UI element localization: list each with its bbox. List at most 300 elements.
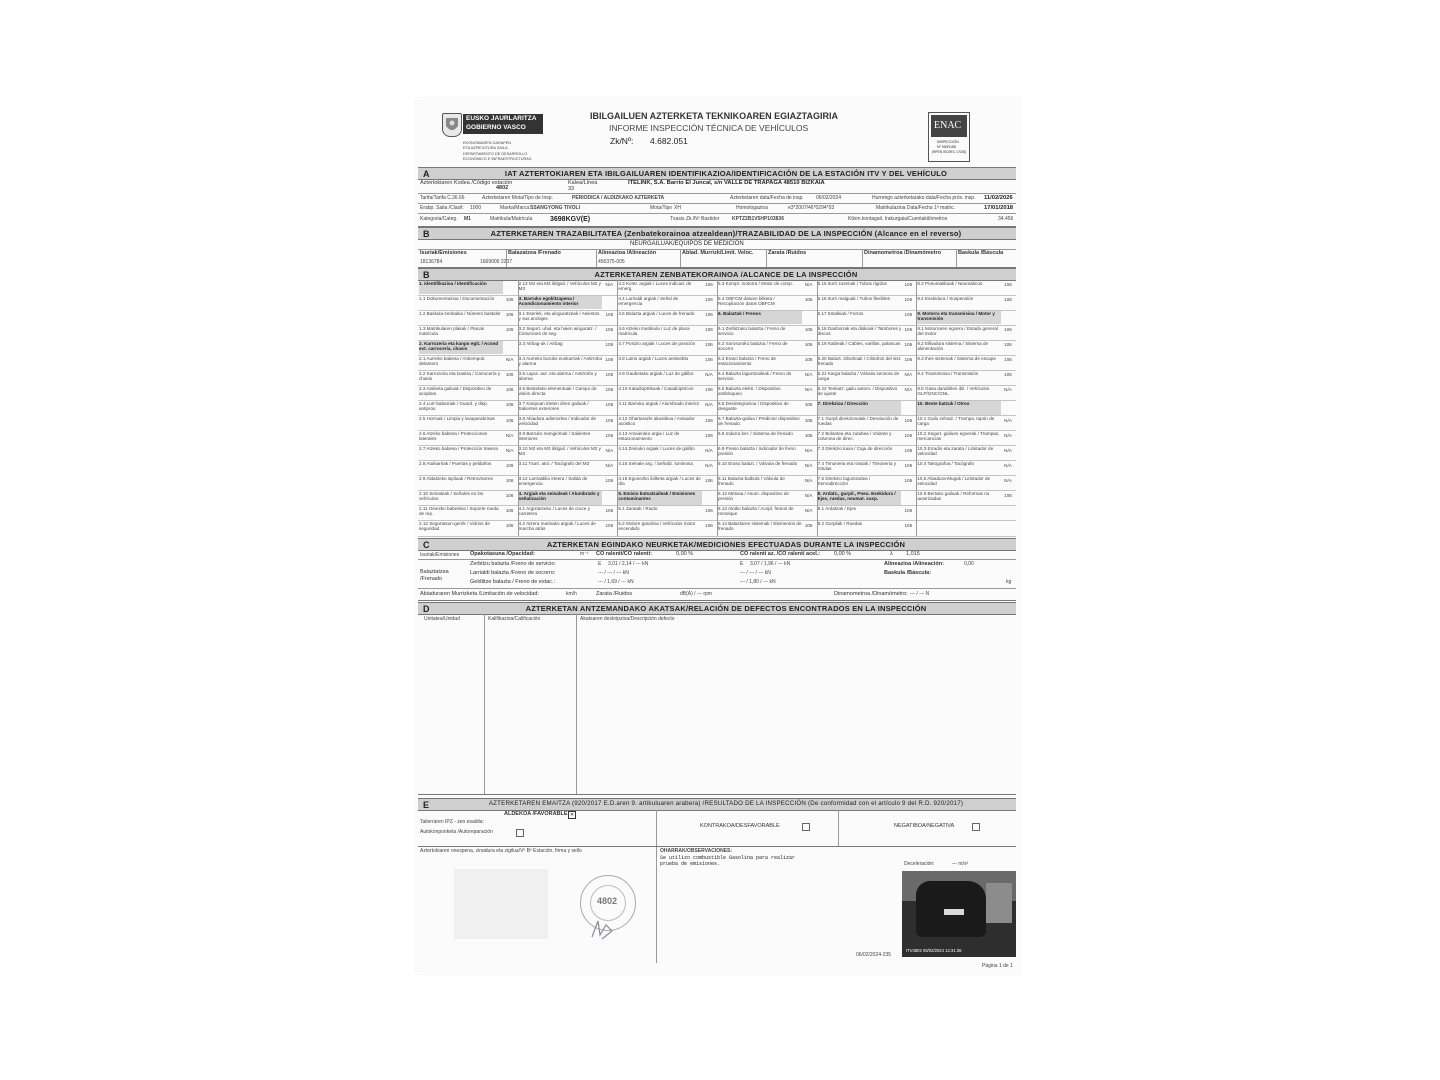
scope-item-result: N/A [804,387,813,393]
scope-item: 7.2 Bolantea eta zutabea / Volante y columna de direc. [817,431,892,442]
scope-item: 9. Motorra eta transmisioa / Motor y transmisión [917,311,1001,325]
scope-item: 5.4 OBFCM datuen bilketa / Recopilación datos OBFCM [718,295,775,306]
equipment-speed-limit: Ablad. Murrizk/Limit. Veloc. [682,250,754,256]
scope-item: 6.16 Iturri malguak / Tubos flexibles [817,295,890,301]
scope-item-result: N/A [705,462,713,468]
parking-brake-e1: --- / 1,69 / --- kN [598,579,634,585]
speed-limit-unit: km/h [566,591,577,597]
scope-item: 9.5 Gasa darabilten ibil. / Vehículos GLP/GNC/GNL [917,385,990,396]
enac-subtitle-1: INSPECCIÓN [937,140,959,144]
scope-item-result: 106 [505,417,514,423]
scope-item-result: N/A [1004,387,1012,393]
scope-item: 6.8 Indarra ber. / Sistema de frenado [718,431,793,437]
scope-item-result: N/A [1004,417,1012,423]
deceleration-label: Deceleración: [904,861,935,867]
scope-item: 3.9 Barruko mengirimak / Salientes interiores [518,431,591,442]
section-b2-title: AZTERKETAREN ZENBATEKORAINOA /ALCANCE DE LA INSPECCIÓN [594,270,858,279]
scope-item-result: 106 [505,372,514,378]
scope-item [917,521,1001,535]
scope-item: 2.7 Atzeko babesa / Protección trasera [419,446,498,452]
scope-item-result: 106 [705,432,713,438]
brand-label: Marka/Marca [500,205,530,211]
brand-value: SSANGYONG TIVOLI [530,205,581,211]
scope-item: 2.13 M2 eta M3 ibilgail. / Vehículos M2 y M3 [518,280,601,291]
section-b1-body [418,239,1016,268]
scope-item: 3.7 Kanpoan irteten diren gailuak / Salientes exteriores [518,400,589,411]
scope-item-result: 106 [904,342,913,348]
scope-item-result: 106 [505,297,514,303]
scope-item-result: 106 [705,522,713,528]
section-c-title: AZTERKETAN EGINDAKO NEURKETAK/MEDICIONES EFECTUADAS DURANTE LA INSPECCIÓN [546,540,906,549]
scope-item: 6.4 Balazta laguntzaileak / Freno de servicio [718,370,792,381]
station-name: ITELINK, S.A. Barrio El Juncal, s/n VALLE DE TRAPAGA 48510 BIZKAIA [628,180,825,186]
scope-item: 1.3 Matrikularen plakak / Placas matrícula [419,325,485,336]
parking-brake-label: Geldiitze balazta / Freno de estac.: [470,579,555,585]
negative-checkbox[interactable] [972,823,980,831]
scope-item: 4.12 Ohartarazle akustikoa / Avisador acústico [618,416,695,427]
scope-item: 3.5 Lapur. aur. eta alarma / Antirrobo y alarma [518,370,597,381]
stamp-number: 4802 [597,896,618,906]
line-value: 33 [568,186,575,192]
homologation-value: e3*2007/46*0294*03 [788,205,835,211]
scope-item: 8.3 Pneumatikoak / Neumáticos [917,280,983,286]
observations-label: OHARRAK/OBSERVACIONES: [660,848,733,854]
category-label: Kategoria/Categ. [420,216,458,222]
scope-item-result: 106 [505,387,514,393]
scope-row-divider [916,536,1016,537]
scope-item: 10.3 Erradio eta zarata / Limitador de velocidad [917,446,994,457]
scope-item-result: 106 [804,297,813,303]
scope-item-result: 106 [705,477,713,483]
scope-item-result: N/A [804,282,813,287]
scope-item-result: 106 [605,312,614,318]
scope-item: 10.1 Gailu zehatz. / Trampa, tapón de carga [917,416,995,427]
station-code-label: Aztertokiaren Kodea /Código estación [420,180,513,186]
scope-item: 2.2 Karrozeria eta txasisa / Carrocería y chasis [419,370,501,381]
scope-item: 6.10 Eraso balazt. / Válvula de frenado [718,461,798,467]
scope-item: 6.15 Iturri zuzenak / Tubos rígidos [817,280,887,286]
scope-item-result: N/A [1004,477,1012,483]
scope-item: 7.3 Direkzio kaxa / Caja de dirección [817,446,893,452]
scope-item: 7.5 Direkzio laguntzailea / Servodirección [817,476,871,487]
scope-item-result: N/A [605,462,614,468]
defects-table [418,614,1016,795]
scope-item: 3.6 Bestelako elementuak / Campo de visión directa [518,385,597,396]
basque-government-logo [442,113,462,137]
scope-item: 4.3 Kontr. argiak / Luces indicad. de emerg. [618,280,692,291]
speed-limit-label: Abiaduraren Murrizketa /Limitación de velocidad: [420,591,539,597]
unfavorable-checkbox[interactable] [802,823,810,831]
scope-item: 2.5 Hormak / Limpia y lavaparabrisas [419,416,495,422]
scope-item: 9.2 Elikadura sistema / Sistema de alimentación [917,340,989,351]
service-brake-e2: 3,07 / 1,96 / --- kN [750,561,791,567]
lambda-value: 1,015 [906,551,920,557]
scope-item: 5. Emisio kutsatzaileak / Emisiones contaminantes [618,491,702,505]
co-idle-label: CO ralenti/CO ralentí: [596,551,652,557]
scope-item: 6.19 Kableak / Cables, varillas, palancas [817,340,901,346]
scope-item: 4.8 Laino argiak / Luces antiniebla [618,355,689,361]
scope-item: 3.11 Txart. atoi. / Tacógrafo del M3 [518,461,590,467]
inspection-scope-grid [418,280,1016,536]
scope-item-result: 106 [705,312,713,318]
scope-column-divider [916,280,917,536]
lambda-label: λ [890,551,893,557]
scope-row-divider [617,536,717,537]
scope-column-divider [518,280,519,536]
scope-item-result: 106 [904,477,913,483]
favorable-label: ALDEKOA /FAVORABLE [504,811,568,817]
service-brake-label: Zerbitzu balazta /Freno de servicio: [470,561,556,567]
scope-item: 9.4 Transmisioa / Transmisión [917,370,979,376]
scope-item-result: 106 [1004,282,1012,287]
auto-repair-label: Autokonponketa /Autoreparación [420,829,493,835]
scope-item-result: 106 [904,357,913,363]
section-a-title: IAT AZTERTOKIAREN ETA IBILGAILUAREN IDENTIFIKAZIOA/IDENTIFICACIÓN DE LA ESTACIÓN ITV Y DEL VEHÍCULO [504,169,948,178]
scope-item: 3.2 Segurt. uhal. eta haien ainguratz. / Cinturones de seg. [518,325,597,336]
deceleration-value: --- m/s² [952,861,969,867]
scope-item: 2.3 Atoiketa gailuak / Dispositivo de acoplam. [419,385,492,396]
scope-item: 6.20 Balazt. zilindroak / Cilindros del sist. frenado [817,355,902,366]
scope-item-result: N/A [605,447,614,453]
enac-subtitle-2: Nº 99/EI158 [937,145,956,149]
scope-item: 4.16 Egunezko ibilketa argiak / Luces de día [618,476,701,487]
model-label: Mota/Tipo [650,205,673,211]
defects-col-description: Akatsaren deskripzioa/Descripción defecto [580,616,675,622]
scope-item: 8.1 Ardatzak / Ejes [817,506,856,512]
enac-logo [931,115,967,137]
scope-item: 6.18 Danborrak eta diskoak / Tambores y discos [817,325,902,336]
noise-unit: dB(A) / --- rpm [680,591,712,597]
scope-item: 6. Balaztak / Frenos [718,311,802,325]
scope-item: 4.6 Atzeko matrikula / Luz de placa matrícula [618,325,690,336]
scope-item: 4.13 Amaierako argia / Luz de estacionamiento [618,431,680,442]
scope-item: 2.4 Lurr-babarriak / Guard. y disp. antiprov. [419,400,488,411]
signature-scribble-icon [588,917,618,941]
scope-item-result: 106 [804,327,813,333]
report-number: 4.682.051 [650,136,688,146]
scope-item: 9.3 Ihes sistemak / Sistema de escape [917,355,996,361]
scope-item-result: 106 [505,477,514,483]
header [416,98,1020,166]
km-label: Kilom.kontagail. Irakurgaia/Cuentakilómetros [848,216,948,222]
scope-item-result: 106 [705,282,713,287]
department-line-4: ECONÓMICO E INFRAESTRUCTURAS [463,157,532,161]
scope-item: 6.5 Balazta elektr. / Dispositivo antibloqueo [718,385,781,396]
signature-area [418,847,1016,963]
unfavorable-label: KONTRAKOA/DESFAVORABLE [700,823,780,829]
scope-item-result: 106 [904,282,913,287]
scope-item: 2.6 Atzeko babesa / Protecciones laterales [419,431,488,442]
equipment-brakes: Balazatzea /Frenado [508,250,561,256]
scope-item-result: 106 [605,387,614,393]
scope-row-divider [817,536,917,537]
line-label: Kalea/Línea [568,180,598,186]
scope-item: 6.11 Balazta-balbula / Válvula de frenado [718,476,785,487]
emergency-brake-e1: --- / --- / --- kN [598,570,629,576]
scope-item-result: 106 [1004,372,1012,378]
scope-item-result: N/A [705,402,713,408]
scope-item: 2.10 Seinaleak / Señales en los vehículos [419,491,484,502]
section-e-title: AZTERKETAREN EMAITZA (920/2017 E.D.aren 9. artikuluaren arabera) /RESULTADO DE LA INSPECCIÓN (De conformidad con el artículo 9 del R.D. 920/2017) [488,800,964,807]
noise-label: Zarata /Ruidos [596,591,633,597]
scope-item-result: N/A [804,492,813,498]
model-value: XH [674,205,681,211]
scope-item: 4.1 Argiztatzeko / Luces de cruce y carretera [518,506,590,517]
equipment-dyno: Dinamometroa /Dinamómetro [864,250,942,256]
observations-line-1: Se utilizo combustible Gasolina para realizar [660,855,796,861]
scope-item: 6.22 Tenkatz. gailu autom. / Dispositivo de ajuste [817,385,898,396]
km-value: 34.456 [998,216,1014,222]
scope-item-result: N/A [705,372,713,378]
registration-label: Matrikulazioa Data/Fecha 1ª matric. [876,205,956,211]
scope-item-result: 106 [505,462,514,468]
scope-item-result: N/A [804,372,813,378]
scope-item-result: 106 [605,432,614,438]
next-date: 11/02/2026 [984,195,1013,201]
scope-item-result: N/A [804,462,813,468]
scope-item-result: N/A [705,447,713,453]
vin-value: KPTZ2B1V5HP103836 [732,216,784,222]
scope-item: 5.2 Motore gasolina / Vehículos motor encendido [618,521,696,532]
scope-item-result: 106 [505,492,514,498]
section-b1-title: AZTERKETAREN TRAZABILITATEA (Zenbatekorainoa atzealdean)/TRAZABILIDAD DE LA INSPECCIÓN (Alcance en el reverso) [490,229,962,238]
scope-item-result: 106 [904,522,913,528]
scope-item-result: 106 [605,327,614,333]
scope-item-result: 106 [1004,297,1012,303]
scope-item: 4.7 Posizio argiak / Luces de posición [618,340,696,346]
scope-item: 4.11 Barruko argiak / Alumbrado interior [618,400,700,406]
co-idle-value: 0,00 % [676,551,694,557]
scope-item: 8.4 Esekidura / Suspensión [917,295,974,301]
scope-item: 4. Argiak eta seinaleak / Alumbrado y señalización [519,491,603,505]
scope-column-divider [617,280,618,536]
inspection-type-label: Azterketaren Mota/Tipo de Insp. [482,195,553,201]
scope-item-result: 106 [904,507,913,513]
scope-column-divider [817,280,818,536]
scope-item: 10.2 Segurt. gailuen egoerak / Trampas, mercancías [917,431,1000,442]
ipz-label: Tailerraren IPZ - zen esaldia: [420,819,484,825]
logo-text-block [463,114,543,134]
auto-repair-checkbox[interactable] [516,829,524,837]
scope-row-divider [717,536,817,537]
favorable-checkbox[interactable]: ✕ [569,812,575,818]
defects-col-unit: Unitatea/Unidad [424,616,460,622]
scope-item-result: 106 [605,402,614,408]
section-a-body [418,179,1016,227]
equipment-emissions: Isuriak/Emisiones [420,250,467,256]
scope-item: 1. Identifikazioa / Identificación [419,281,503,295]
scope-item: 8. Ardatz., gurpil., Pneu. Esekidura / Ejes, ruedas, neumat. susp. [818,491,902,505]
negative-label: NEGATIBOA/NEGATIVA [894,823,955,829]
title-basque: IBILGAILUEN AZTERKETA TEKNIKOAREN EGIAZTAGIRIA [590,111,838,121]
scope-item: 6.14 Balaztaren sistemak / Elementos de frenado [718,521,802,532]
scope-item-result: N/A [1004,432,1012,438]
equipment-alignment: Alineazioa /Alineación [598,250,657,256]
inspection-date: 06/02/2024 [816,195,842,201]
scope-item-result: 106 [505,312,514,318]
observations-line-2: prueba de emisiones. [660,861,721,867]
scope-item: 6.2 Sorosoroko balazta / Freno de socorro [718,340,788,351]
alignment-value: 0,00 [964,561,974,567]
scale-unit: kg [1006,579,1012,585]
scope-row-divider [418,536,518,537]
scope-item: 1.1 Dokumentazioa / Documentación [419,295,495,301]
scope-item: 4.4 Larrialdi argiak / Señal de emergencia [618,295,679,306]
inspection-report-page [416,98,1020,974]
scope-item-result: 106 [904,432,913,438]
section-e-letter: E [423,800,430,810]
scope-item: 3.4 Aurreko buruko euskarriak / Antirrobo y alarma [518,355,603,366]
scope-item-result: N/A [505,432,514,438]
dyno-label: Dinamometroa /Dinamómetro: [834,591,908,597]
scope-item: 2.12 Segurtasun-gerrik / Vidrios de seguridad [419,521,490,532]
department-line-3: DEPARTAMENTO DE DESARROLLO [463,152,528,156]
section-b1-letter: B [423,229,430,239]
scope-item: 2.9 Aldatzeko ispiluak / Retrovisores [419,476,493,482]
scope-item-result: 106 [505,507,514,513]
scope-item: 4.14 Zeinuko argiak / Luces de gálibo [618,446,695,452]
scope-item: 6.6 Desintegrazioa / Dispositivo de desgaste [718,400,789,411]
opacity-label: Opakotasuna /Opacidad: [470,551,535,557]
scope-item: 10. Beste batzuk / Otros [917,401,1001,415]
scope-item-result: 106 [705,327,713,333]
registration-date: 17/01/2018 [984,205,1014,211]
scope-item-result: 106 [505,327,514,333]
scope-item: 6.17 Estalkiak / Forros [817,310,864,316]
scope-item: 4.10 Katadioptrikoak / Catadióptricos [618,385,694,391]
section-e-body [418,810,1016,847]
title-spanish: INFORME INSPECCIÓN TÉCNICA DE VEHÍCULOS [609,123,809,133]
scope-item-result: 106 [605,417,614,423]
defects-col-rating: Kalifikazioa/Calificación [488,616,541,622]
section-d-title: AZTERKETAN ANTZEMANDAKO AKATSAK/RELACIÓN DE DEFECTOS ENCONTRADOS EN LA INSPECCIÓN [525,604,927,613]
scope-item: 4.9 Gaubetako argiak / Luz de gálibo [618,370,694,376]
scope-item: 4.2 Atzera martxako argiak / Luces de marcha atrás [518,521,596,532]
scope-item-result: N/A [605,282,614,287]
scope-item: 10.6 Bertako gailuak / Reformas no autorizadas [917,491,990,502]
scope-item-result: 106 [804,417,813,423]
logo-line-1: EUSKO JAURLARITZA [466,115,537,122]
scope-item-result: 106 [705,417,713,423]
opacity-unit: m⁻¹ [580,551,589,557]
plate-label: Matrikula/Matrícula [490,216,533,222]
scope-item: 6.7 Balazta-gailua / Predictor dispositivo de frenado [718,416,800,427]
scope-item: 3.10 M2 eta M3 ibilgail. / Vehículos M2 y M3 [518,446,601,457]
scope-item: 6.1 Zerbitzuko balazta / Freno de servicio [718,325,786,336]
scope-item-result: 106 [1004,492,1012,498]
inspection-type: PERIODICA / ALDIZKAKO AZTERKETA [572,195,665,201]
measurement-equipment-title: NEURGAILUAK/EQUIPOS DE MEDICIÓN [630,241,744,247]
scope-item-result: 106 [904,327,913,333]
scope-item-result: 106 [904,297,913,303]
signature-label: Aztertokiaren onespena, zinadura eta zigilua/Vº Bº Estación, firma y sello [420,848,582,854]
report-number-label: Zk/Nº: [610,136,634,146]
enac-logo-text: ENAC [934,120,962,131]
scope-item: 3. Barruko egokitzapena / Acondicionamiento interior [519,296,603,310]
equipment-brakes-id: 1669009 2237 [480,259,512,265]
scope-item: 10.4 Takografoa / Tacógrafo [917,461,975,467]
scope-item-result: 106 [605,342,614,348]
next-date-label: Hurrengo azterketarako data/Fecha próx. insp. [872,195,976,201]
service-label: Erabp. Saila /Clasif. [420,205,464,211]
scope-item-result: 106 [904,462,913,468]
alignment-label: Alineazioa /Alineación: [884,561,944,567]
section-a-letter: A [423,169,430,179]
service-brake-axle-e1: E [598,561,602,567]
vin-label: Txasis Zk./Nº Bastidor [670,216,720,222]
service-value: 1000 [470,205,482,211]
scope-item: 6.9 Presio balazta / Indicador de freno presión [718,446,796,457]
handwritten-signature [588,917,618,941]
scope-item: 7.4 Timoneria eta rotulak / Timonería y rótulas [817,461,897,472]
plate-value: 3698KGV(E) [550,216,591,223]
scope-item-result: N/A [1004,462,1012,468]
scope-item-result: N/A [804,447,813,453]
scope-item-result: 106 [804,342,813,348]
emissions-label: Isuriak/Emisiones [420,552,460,558]
scope-item: 7.1 Gurpil direkzionalak / Desviación de ruedas [817,416,899,427]
scope-item-result: 106 [804,357,813,363]
scope-item: 9.1 Motorraren egoera / Estado general del motor [917,325,998,336]
scope-item: 5.1 Zaratak / Ruido [618,506,658,512]
scope-item: 2.8 Atoikarriak / Puertas y peldaños [419,461,492,467]
scope-item-result: 106 [804,402,813,408]
scope-item: 8.2 Gurpilak / Ruedas [817,521,863,527]
co-accel-value: 0,00 % [834,551,852,557]
scope-item: 2.1 Aurreko babesa / Antiempotr. delantero [419,355,486,366]
tariff-label: Tarifa/Tarifa C. [420,195,453,201]
scope-item-result: 106 [1004,327,1012,333]
scope-item-result: 106 [904,417,913,423]
scope-item-result: N/A [1004,447,1012,453]
section-c-body [418,550,1016,601]
scope-item: 2. Karrozeria eta kanpo egit. / Acond ext. carrocería, chasis [419,341,503,355]
enac-badge [928,112,970,162]
scope-item: 3.1 Eserlek. eta ainguratzeak / Asientos y sus anclajes [518,310,600,321]
signature-redacted [454,869,548,939]
enac-subtitle-3: (RFEN ISO/IEC 17020) [932,150,967,154]
section-d-letter: D [423,604,430,614]
scope-item-result: 106 [804,522,813,528]
scope-item [917,506,1001,520]
scope-item-result: N/A [804,507,813,513]
scope-item: 2.11 Oinezko babeslea / Soporte rueda de rep. [419,506,499,517]
scope-item-result: 106 [605,372,614,378]
service-brake-axle-e2: E [740,561,744,567]
scope-item-result: 106 [605,507,614,513]
scope-item: 7. Direkzioa / Dirección [818,401,902,415]
homologation-label: Homologazioa [736,205,768,211]
scope-item-result: N/A [505,447,514,453]
category-value: M1 [464,216,471,222]
scope-item: 6.12 Metxaa / Asum. dispositivo de presión [718,491,789,502]
scope-item-result: 106 [605,477,614,483]
scope-item-result: N/A [505,357,514,363]
scope-item-result: N/A [804,477,813,483]
scope-item-result: 106 [705,507,713,513]
service-brake-e1: 3,01 / 2,14 / --- kN [608,561,649,567]
equipment-noise: Zarata /Ruidos [768,250,807,256]
scope-item: 3.12 Larrialdiko irteera / Salida de emergencia [518,476,588,487]
scope-item: 6.21 Karga balazta / Válvula sensora de carga [817,370,900,381]
inspection-date-label: Azterketaren data/Fecha de insp. [730,195,804,201]
logo-line-2: GOBIERNO VASCO [466,124,526,131]
scope-item-result: 106 [904,312,913,318]
scope-item-result: 106 [1004,342,1012,348]
scope-row-divider [518,536,618,537]
scope-item-result: 106 [505,402,514,408]
parking-brake-e2: --- / 1,80 / --- kN [740,579,776,585]
